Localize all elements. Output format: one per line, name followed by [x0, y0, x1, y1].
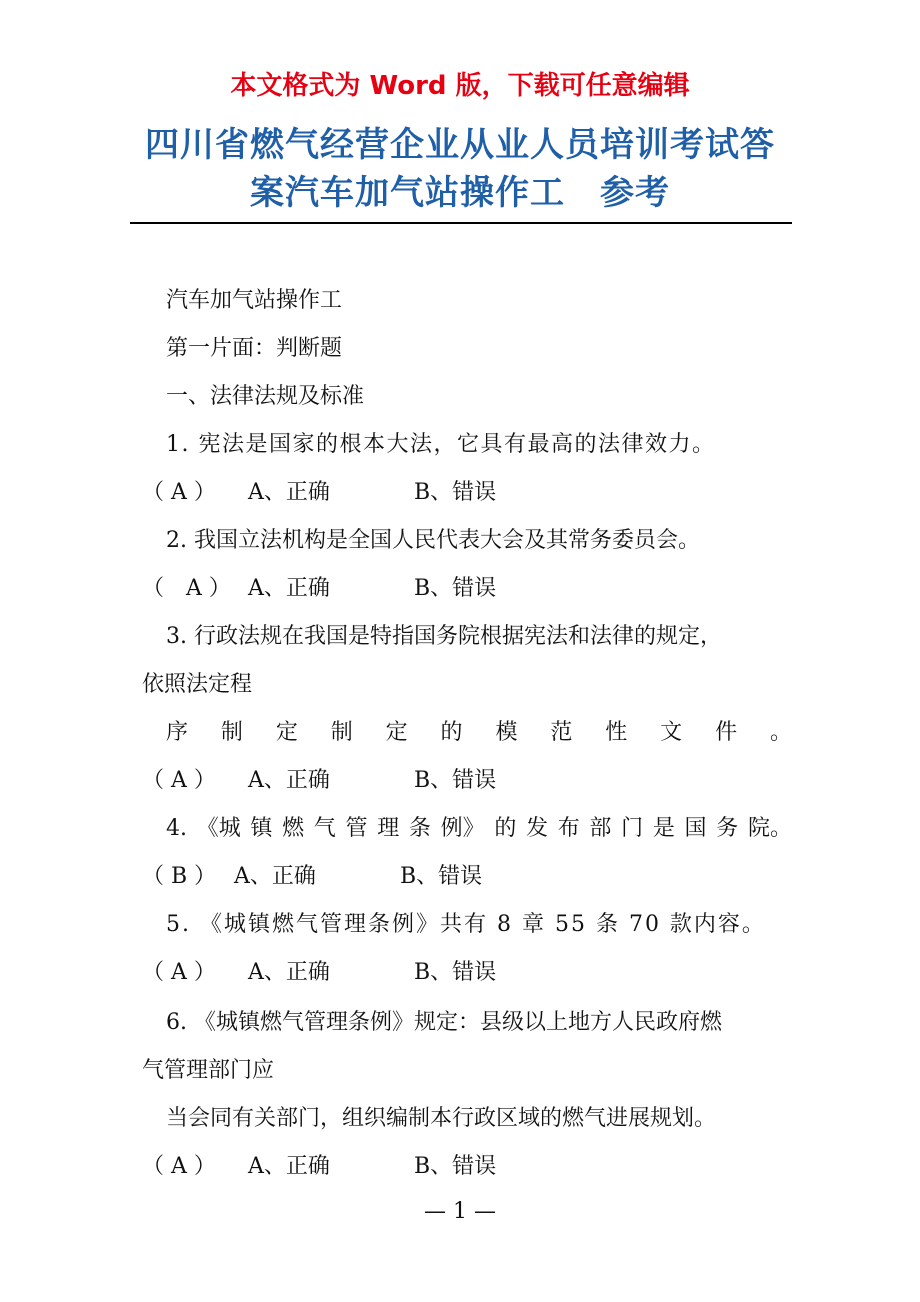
word: 条 — [408, 816, 431, 841]
char: 定 — [385, 720, 408, 745]
category-heading: 一、法律法规及标准 — [166, 384, 365, 409]
word: 务 — [716, 816, 739, 841]
word: 镇 — [250, 816, 273, 841]
answer-row-6 — [142, 1150, 792, 1184]
word: 布 — [557, 816, 580, 841]
question-6-line-3: 当会同有关部门，组织编制本行政区域的燃气进展规划。 — [166, 1106, 717, 1131]
question-5: 5. 《城镇燃气管理条例》共有 8 章 55 条 70 款内容。 — [166, 912, 766, 937]
question-4 — [166, 812, 792, 846]
option-b: B、错误 — [414, 480, 497, 505]
char: 。 — [769, 720, 792, 745]
format-notice: 本文格式为 Word 版，下载可任意编辑 — [230, 71, 690, 101]
question-3-line-2: 依照法定程 — [142, 672, 253, 697]
option-a: A、正确 — [234, 864, 316, 889]
word: 发 — [526, 816, 549, 841]
answer-row-4 — [142, 860, 792, 894]
answer-row-2 — [142, 572, 792, 606]
word: 门 — [621, 816, 644, 841]
word: 《城 — [196, 816, 241, 841]
char: 制 — [220, 720, 243, 745]
word: 燃 — [282, 816, 305, 841]
word: 国 — [684, 816, 707, 841]
answer-choice: （ B ） — [142, 864, 217, 889]
word: 例》 — [440, 816, 485, 841]
question-2: 2. 我国立法机构是全国人民代表大会及其常务委员会。 — [166, 528, 700, 553]
answer-choice: （ A ） — [142, 576, 231, 601]
char: 文 — [660, 720, 683, 745]
char: 件 — [715, 720, 738, 745]
question-3-line-3 — [166, 716, 792, 750]
answer-choice: （ A ） — [142, 480, 216, 505]
char: 的 — [440, 720, 463, 745]
option-a: A、正确 — [248, 576, 330, 601]
word: 理 — [377, 816, 400, 841]
word: 院。 — [747, 816, 792, 841]
page-number: — 1 — — [424, 1199, 496, 1224]
question-6-line-2: 气管理部门应 — [142, 1058, 275, 1083]
word: 4. — [166, 816, 187, 841]
char: 范 — [550, 720, 573, 745]
option-b: B、错误 — [400, 864, 483, 889]
char: 性 — [605, 720, 628, 745]
option-a: A、正确 — [248, 480, 330, 505]
answer-choice: （ A ） — [142, 768, 216, 793]
answer-row-1 — [142, 476, 792, 510]
char: 定 — [275, 720, 298, 745]
word: 管 — [345, 816, 368, 841]
question-6-line-1: 6. 《城镇燃气管理条例》规定：县级以上地方人民政府燃 — [166, 1010, 722, 1035]
option-b: B、错误 — [414, 960, 497, 985]
word: 部 — [589, 816, 612, 841]
option-b: B、错误 — [414, 576, 497, 601]
question-1: 1. 宪法是国家的根本大法，它具有最高的法律效力。 — [166, 432, 716, 457]
question-3-line-1: 3. 行政法规在我国是特指国务院根据宪法和法律的规定， — [166, 624, 722, 649]
option-a: A、正确 — [248, 768, 330, 793]
document-title-line-1: 四川省燃气经营企业从业人员培训考试答 — [145, 125, 775, 165]
option-b: B、错误 — [414, 1154, 497, 1179]
answer-choice: （ A ） — [142, 960, 216, 985]
document-title-line-2: 案汽车加气站操作工 参考 — [250, 173, 670, 213]
option-b: B、错误 — [414, 768, 497, 793]
answer-row-3 — [142, 764, 792, 798]
word: 气 — [313, 816, 336, 841]
char: 制 — [330, 720, 353, 745]
word: 是 — [652, 816, 675, 841]
answer-choice: （ A ） — [142, 1154, 216, 1179]
option-a: A、正确 — [248, 960, 330, 985]
char: 模 — [495, 720, 518, 745]
title-divider — [130, 222, 792, 224]
part-heading: 第一片面：判断题 — [166, 336, 343, 361]
word: 的 — [494, 816, 517, 841]
option-a: A、正确 — [248, 1154, 330, 1179]
section-heading: 汽车加气站操作工 — [166, 288, 343, 313]
char: 序 — [166, 720, 189, 745]
answer-row-5 — [142, 956, 792, 990]
